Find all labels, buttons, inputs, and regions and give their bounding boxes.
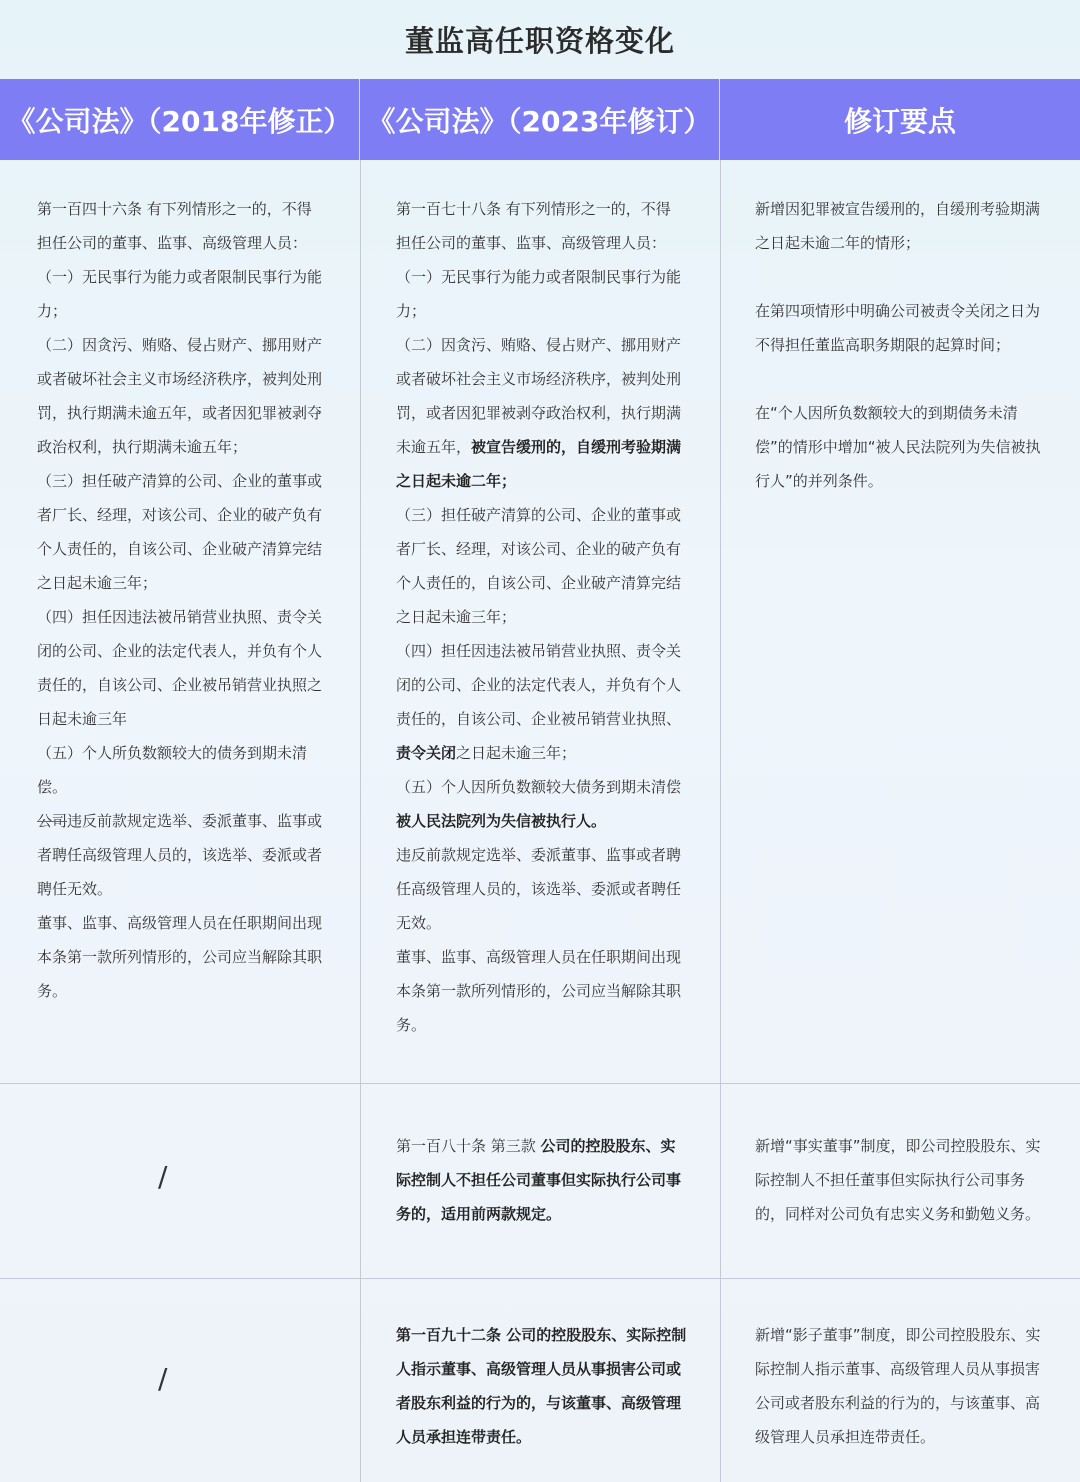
paragraph-invalid-election: 公司违反前款规定选举、委派董事、监事或者聘任高级管理人员的，该选举、委派或者聘任无效。 (37, 812, 323, 898)
row1-new-law-text (396, 192, 684, 1042)
row-divider (0, 1278, 1080, 1279)
clause-1: （一）无民事行为能力或者限制民事行为能力； (37, 268, 323, 320)
header-key-points: 修订要点 (843, 104, 956, 138)
row2-old-law-empty: / (158, 1160, 168, 1193)
row-divider (0, 1083, 1080, 1084)
clause-2: （二）因贪污、贿赂、侵占财产、挪用财产或者破坏社会主义市场经济秩序，被判处刑罚，或者因犯罪被剥夺政治权利，执行期满未逾五年，被宣告缓刑的，自缓刑考验期满之日起未逾二年； (396, 336, 682, 490)
row3-new-law-text (396, 1318, 688, 1454)
added-text: 第一百九十二条 公司的控股股东、实际控制人指示董事、高级管理人员从事损害公司或者股东利益的行为的，与该董事、高级管理人员承担连带责任。 (396, 1326, 687, 1446)
clause-1: （一）无民事行为能力或者限制民事行为能力； (396, 268, 682, 320)
struck-text: 公司 (37, 812, 68, 830)
clause-5: （五）个人因所负数额较大债务到期未清偿被人民法院列为失信被执行人。 (396, 778, 682, 830)
point-1: 新增因犯罪被宣告缓刑的，自缓刑考验期满之日起未逾二年的情形； (755, 200, 1041, 252)
page-title: 董监高任职资格变化 (404, 24, 675, 58)
paragraph-invalid-election: 违反前款规定选举、委派董事、监事或者聘任高级管理人员的，该选举、委派或者聘任无效。 (396, 846, 682, 932)
point-3: 在“个人因所负数额较大的到期债务未清偿”的情形中增加“被人民法院列为失信被执行人”的并列条件。 (755, 404, 1041, 490)
header-new-law: 《公司法》（2023年修订） (360, 79, 720, 160)
row2-key-points (755, 1129, 1047, 1231)
added-text: 公司的控股股东、实际控制人不担任公司董事但实际执行公司事务的，适用前两款规定。 (396, 1137, 682, 1223)
column-divider (360, 160, 361, 1482)
added-text: 被人民法院列为失信被执行人。 (396, 812, 607, 830)
clause-2: （二）因贪污、贿赂、侵占财产、挪用财产或者破坏社会主义市场经济秩序，被判处刑罚，执行期满未逾五年，或者因犯罪被剥夺政治权利，执行期满未逾五年； (37, 336, 323, 456)
row2-new-law-text: 第一百八十条 第三款 公司的控股股东、实际控制人不担任公司董事但实际执行公司事务的，适用前两款规定。 (396, 1137, 682, 1223)
comparison-table (0, 160, 1080, 1482)
row3-key-points (755, 1318, 1047, 1454)
added-text: 被宣告缓刑的，自缓刑考验期满之日起未逾二年； (396, 438, 682, 490)
point-2: 在第四项情形中明确公司被责令关闭之日为不得担任董监高职务期限的起算时间； (755, 302, 1041, 354)
clause-4: （四）担任因违法被吊销营业执照、责令关闭的公司、企业的法定代表人，并负有个人责任的，自该公司、企业被吊销营业执照之日起未逾三年 (37, 608, 323, 728)
article-intro: 第一百四十六条 有下列情形之一的，不得担任公司的董事、监事、高级管理人员： (37, 200, 312, 252)
clause-4: （四）担任因违法被吊销营业执照、责令关闭的公司、企业的法定代表人，并负有个人责任的，自该公司、企业被吊销营业执照、责令关闭之日起未逾三年； (396, 642, 682, 762)
paragraph-removal: 董事、监事、高级管理人员在任职期间出现本条第一款所列情形的，公司应当解除其职务。 (396, 948, 682, 1034)
row1-old-law-text (37, 192, 324, 1008)
clause-5: （五）个人所负数额较大的债务到期未清偿。 (37, 744, 308, 796)
clause-3: （三）担任破产清算的公司、企业的董事或者厂长、经理，对该公司、企业的破产负有个人责任的，自该公司、企业破产清算完结之日起未逾三年； (396, 506, 682, 626)
added-text: 责令关闭 (396, 744, 457, 762)
header-old-law: 《公司法》（2018年修正） (0, 79, 360, 160)
row1-key-points (755, 192, 1047, 498)
article-intro: 第一百七十八条 有下列情形之一的，不得担任公司的董事、监事、高级管理人员： (396, 200, 671, 252)
table-header (0, 79, 1080, 160)
clause-3: （三）担任破产清算的公司、企业的董事或者厂长、经理，对该公司、企业的破产负有个人责任的，自该公司、企业破产清算完结之日起未逾三年； (37, 472, 323, 592)
paragraph-removal: 董事、监事、高级管理人员在任职期间出现本条第一款所列情形的，公司应当解除其职务。 (37, 914, 323, 1000)
row3-old-law-empty: / (158, 1362, 168, 1395)
column-divider (720, 160, 721, 1482)
point: 新增“事实董事”制度，即公司控股股东、实际控制人不担任董事但实际执行公司事务的，同样对公司负有忠实义务和勤勉义务。 (755, 1137, 1041, 1223)
point: 新增“影子董事”制度，即公司控股股东、实际控制人指示董事、高级管理人员从事损害公司或者股东利益的行为的，与该董事、高级管理人员承担连带责任。 (755, 1326, 1041, 1446)
